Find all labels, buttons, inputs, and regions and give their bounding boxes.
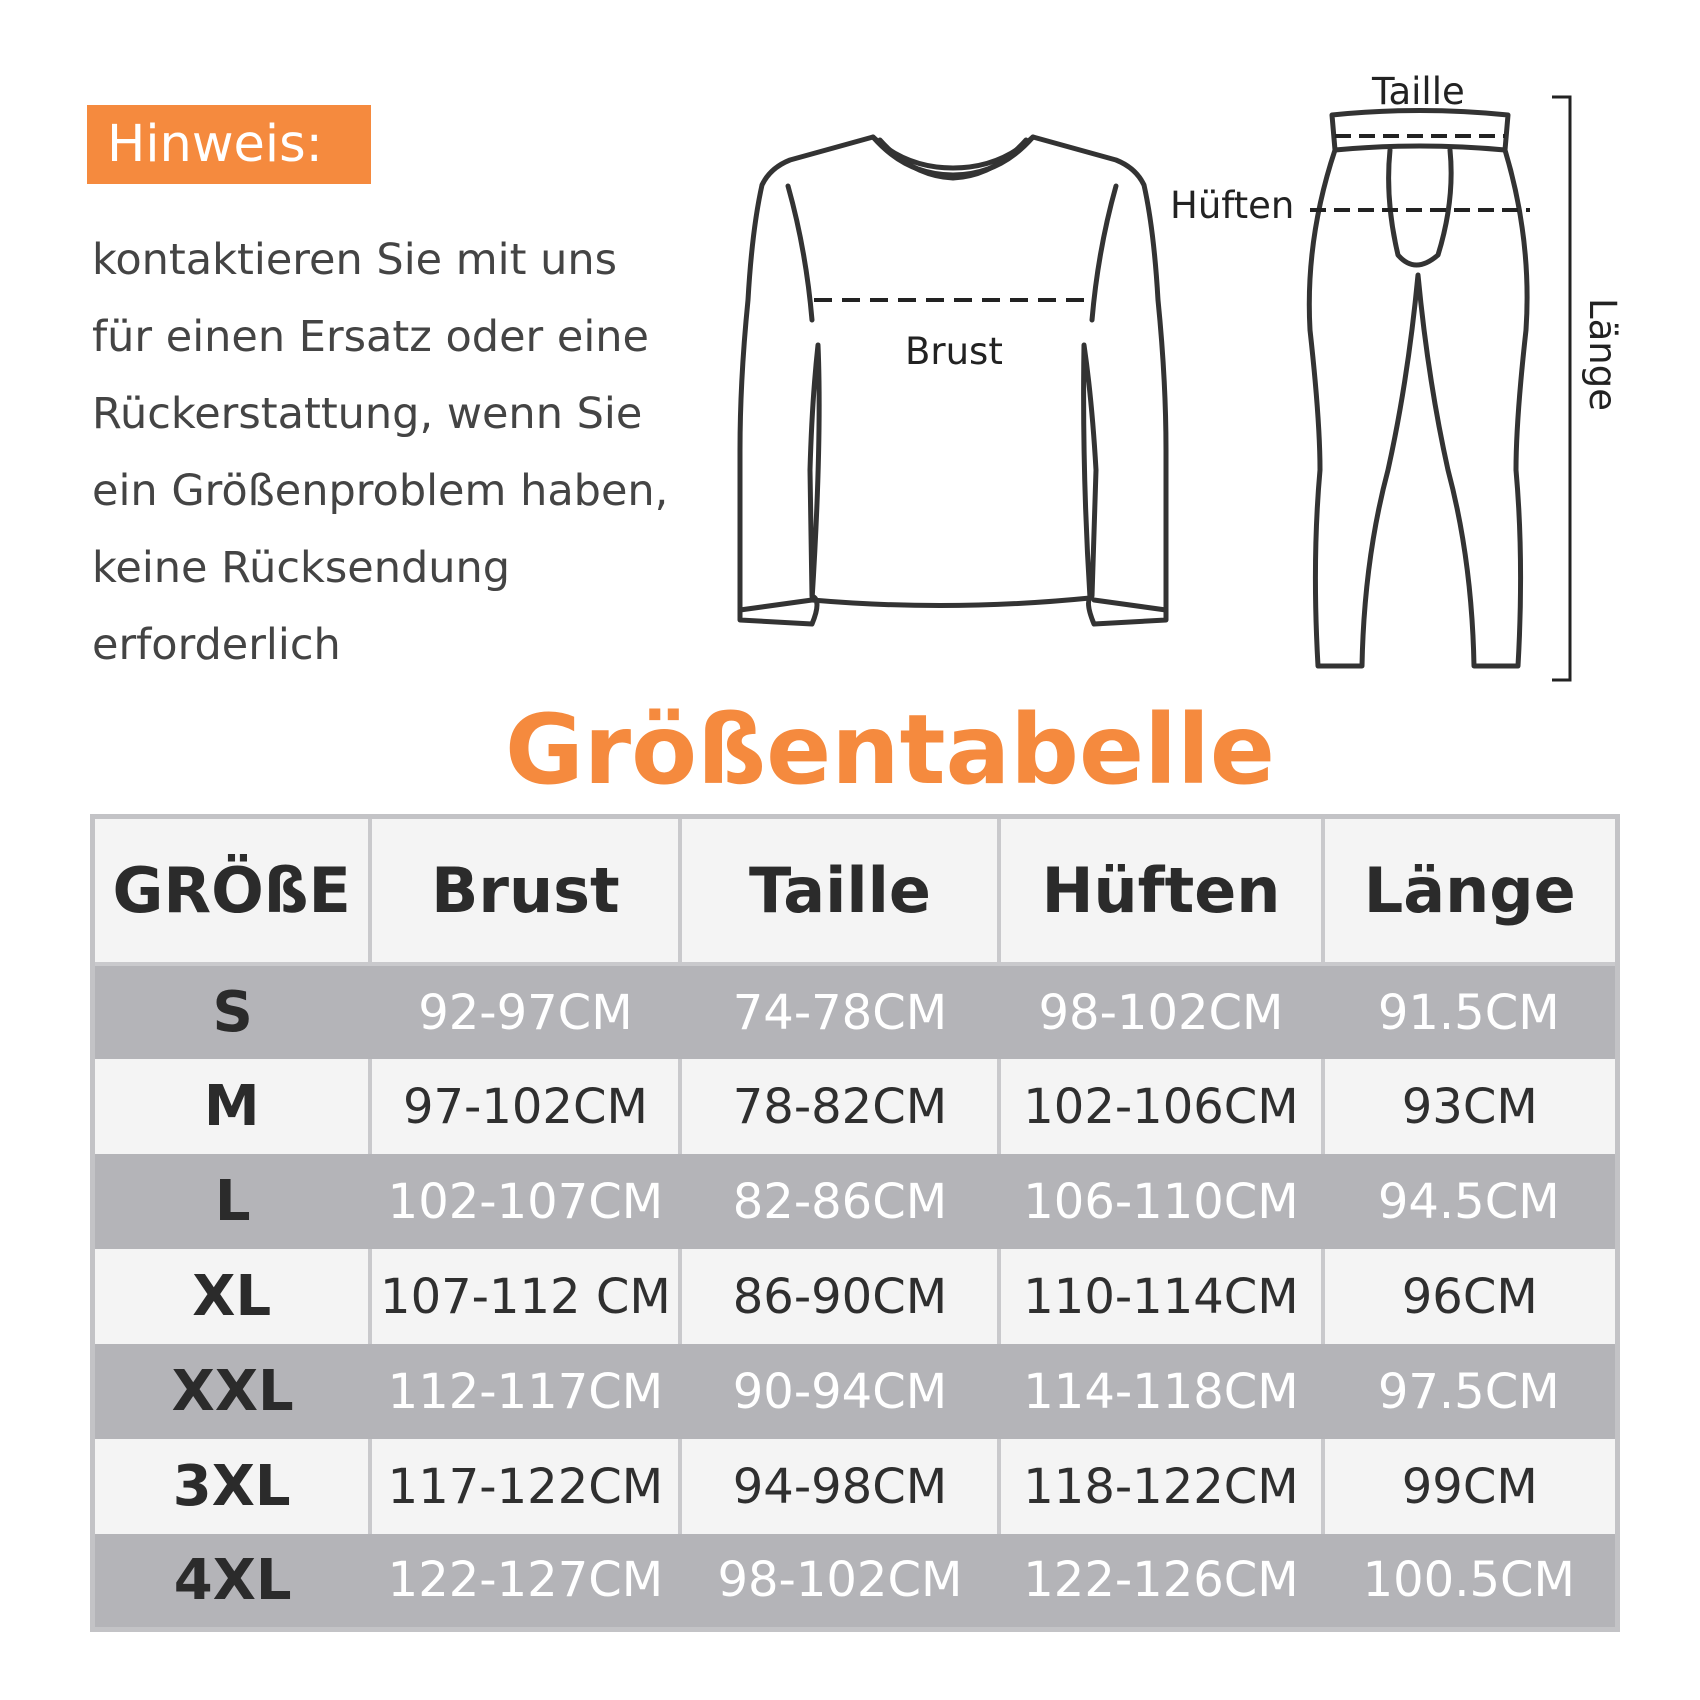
size-chart-title: Größentabelle bbox=[504, 694, 1275, 806]
chest-cell: 122-127CM bbox=[370, 1534, 680, 1629]
size-cell: XXL bbox=[93, 1344, 371, 1439]
length-cell: 100.5CM bbox=[1323, 1534, 1618, 1629]
waist-cell: 82-86CM bbox=[680, 1154, 999, 1249]
chest-cell: 102-107CM bbox=[370, 1154, 680, 1249]
length-measure-line bbox=[1552, 97, 1570, 680]
note-line: ein Größenproblem haben, bbox=[92, 466, 669, 516]
length-cell: 96CM bbox=[1323, 1249, 1618, 1344]
waist-cell: 86-90CM bbox=[680, 1249, 999, 1344]
note-line: kontaktieren Sie mit uns bbox=[92, 235, 618, 285]
garment-illustration bbox=[0, 0, 1700, 700]
note-line: für einen Ersatz oder eine bbox=[92, 312, 649, 362]
note-line: keine Rücksendung bbox=[92, 543, 511, 593]
hips-cell: 102-106CM bbox=[999, 1059, 1322, 1154]
header-length: Länge bbox=[1323, 817, 1618, 965]
hips-cell: 110-114CM bbox=[999, 1249, 1322, 1344]
size-cell: S bbox=[93, 964, 371, 1059]
size-cell: 4XL bbox=[93, 1534, 371, 1629]
waist-cell: 90-94CM bbox=[680, 1344, 999, 1439]
length-cell: 91.5CM bbox=[1323, 964, 1618, 1059]
pants-waist-label: Taille bbox=[1372, 70, 1465, 113]
size-cell: L bbox=[93, 1154, 371, 1249]
table-row bbox=[93, 964, 1618, 1059]
shirt-chest-label: Brust bbox=[905, 330, 1003, 373]
size-table bbox=[90, 814, 1620, 1632]
table-row bbox=[93, 1439, 1618, 1534]
size-cell: 3XL bbox=[93, 1439, 371, 1534]
note-line: Rückerstattung, wenn Sie bbox=[92, 389, 643, 439]
header-chest: Brust bbox=[370, 817, 680, 965]
table-row bbox=[93, 1344, 1618, 1439]
hips-cell: 118-122CM bbox=[999, 1439, 1322, 1534]
note-badge: Hinweis: bbox=[87, 105, 371, 184]
length-cell: 99CM bbox=[1323, 1439, 1618, 1534]
header-waist: Taille bbox=[680, 817, 999, 965]
table-header-row bbox=[93, 817, 1618, 965]
chest-cell: 107-112 CM bbox=[370, 1249, 680, 1344]
table-row bbox=[93, 1534, 1618, 1629]
waist-cell: 74-78CM bbox=[680, 964, 999, 1059]
length-cell: 97.5CM bbox=[1323, 1344, 1618, 1439]
pants-icon bbox=[1309, 111, 1527, 667]
chest-cell: 92-97CM bbox=[370, 964, 680, 1059]
waist-cell: 94-98CM bbox=[680, 1439, 999, 1534]
hips-cell: 106-110CM bbox=[999, 1154, 1322, 1249]
table-row bbox=[93, 1249, 1618, 1344]
hips-cell: 114-118CM bbox=[999, 1344, 1322, 1439]
pants-length-label: Länge bbox=[1581, 298, 1624, 411]
waist-cell: 78-82CM bbox=[680, 1059, 999, 1154]
chest-cell: 112-117CM bbox=[370, 1344, 680, 1439]
chest-cell: 97-102CM bbox=[370, 1059, 680, 1154]
waist-cell: 98-102CM bbox=[680, 1534, 999, 1629]
size-cell: XL bbox=[93, 1249, 371, 1344]
shirt-icon bbox=[740, 137, 1166, 624]
note-line: erforderlich bbox=[92, 620, 341, 670]
hips-cell: 122-126CM bbox=[999, 1534, 1322, 1629]
length-cell: 94.5CM bbox=[1323, 1154, 1618, 1249]
pants-hip-label: Hüften bbox=[1170, 184, 1295, 227]
header-hips: Hüften bbox=[999, 817, 1322, 965]
header-size: GRÖßE bbox=[93, 817, 371, 965]
table-row bbox=[93, 1154, 1618, 1249]
hips-cell: 98-102CM bbox=[999, 964, 1322, 1059]
table-row bbox=[93, 1059, 1618, 1154]
chest-cell: 117-122CM bbox=[370, 1439, 680, 1534]
size-cell: M bbox=[93, 1059, 371, 1154]
length-cell: 93CM bbox=[1323, 1059, 1618, 1154]
